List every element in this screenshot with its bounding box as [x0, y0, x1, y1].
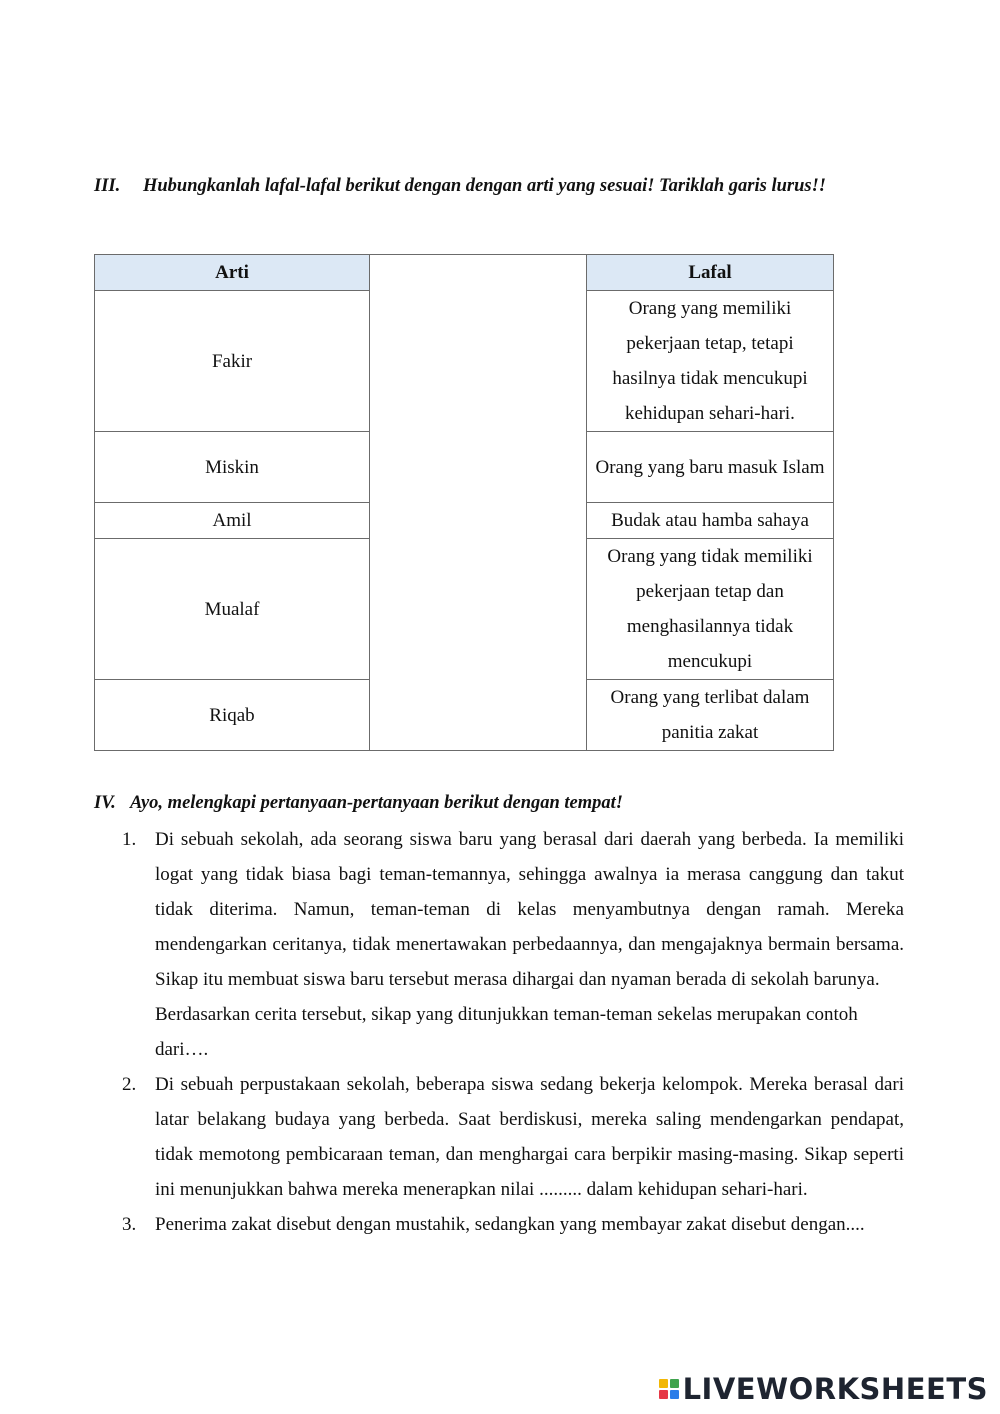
section-4-instruction: Ayo, melengkapi pertanyaan-pertanyaan berikut dengan tempat! [130, 793, 623, 813]
question-item-2 [122, 1067, 904, 1207]
liveworksheets-logo-icon [659, 1379, 679, 1399]
question-number: 1. [122, 829, 137, 850]
section-3-instruction: Hubungkanlah lafal-lafal berikut dengan dengan arti yang sesuai! Tariklah garis lurus!! [143, 176, 826, 196]
liveworksheets-wordmark: LIVEWORKSHEETS [682, 1372, 988, 1406]
lafal-item-4[interactable]: Orang yang tidak memiliki pekerjaan tetap dan menghasilannya tidak mencukupi [587, 539, 834, 680]
arti-item-mualaf[interactable]: Mualaf [95, 539, 370, 680]
question-1-prompt: Berdasarkan cerita tersebut, sikap yang ditunjukkan teman-teman sekelas merupakan contoh dari…. [155, 1004, 858, 1060]
lafal-item-2[interactable]: Orang yang baru masuk Islam [587, 432, 834, 503]
logo-square-1 [659, 1379, 668, 1388]
question-item-3 [122, 1207, 904, 1242]
section-4-title [94, 793, 623, 814]
lafal-item-1[interactable]: Orang yang memiliki pekerjaan tetap, tetapi hasilnya tidak mencukupi kehidupan sehari-hari. [587, 291, 834, 432]
arti-item-riqab[interactable]: Riqab [95, 680, 370, 751]
arti-item-miskin[interactable]: Miskin [95, 432, 370, 503]
lafal-item-5[interactable]: Orang yang terlibat dalam panitia zakat [587, 680, 834, 751]
liveworksheets-logo [659, 1372, 988, 1406]
matching-line-area[interactable] [370, 255, 587, 751]
logo-square-3 [659, 1390, 668, 1399]
section-4-number: IV. [94, 793, 116, 813]
matching-table [94, 254, 834, 751]
question-1-text: Di sebuah sekolah, ada seorang siswa baru yang berasal dari daerah yang berbeda. Ia memiliki logat yang tidak biasa bagi teman-temannya, sehingga awalnya ia merasa canggung dan takut tidak diterima. Namun, teman-teman di kelas menyambutnya dengan ramah. Mereka mendengarkan ceritanya, tidak menertawakan perbedaannya, dan mengajaknya bermain bersama. Sikap itu membuat siswa baru tersebut merasa dihargai dan nyaman berada di sekolah barunya. [155, 829, 904, 990]
question-3-text: Penerima zakat disebut dengan mustahik, sedangkan yang membayar zakat disebut dengan.... [155, 1214, 865, 1235]
logo-square-4 [670, 1390, 679, 1399]
question-2-text: Di sebuah perpustakaan sekolah, beberapa siswa sedang bekerja kelompok. Mereka berasal dari latar belakang budaya yang berbeda. Saat berdiskusi, mereka saling mendengarkan pendapat, tidak memotong pembicaraan teman, dan menghargai cara berpikir masing-masing. Sikap seperti ini menunjukkan bahwa mereka menerapkan nilai ......... dalam kehidupan sehari-hari. [155, 1074, 904, 1200]
arti-item-amil[interactable]: Amil [95, 503, 370, 539]
question-number: 2. [122, 1074, 137, 1095]
logo-square-2 [670, 1379, 679, 1388]
arti-header: Arti [95, 255, 370, 291]
question-number: 3. [122, 1214, 137, 1235]
arti-item-fakir[interactable]: Fakir [95, 291, 370, 432]
lafal-header: Lafal [587, 255, 834, 291]
question-list [122, 822, 904, 1242]
section-3-title [94, 176, 826, 197]
table-header-row [95, 255, 834, 291]
question-item-1 [122, 822, 904, 1067]
lafal-item-3[interactable]: Budak atau hamba sahaya [587, 503, 834, 539]
section-3-number: III. [94, 176, 121, 196]
